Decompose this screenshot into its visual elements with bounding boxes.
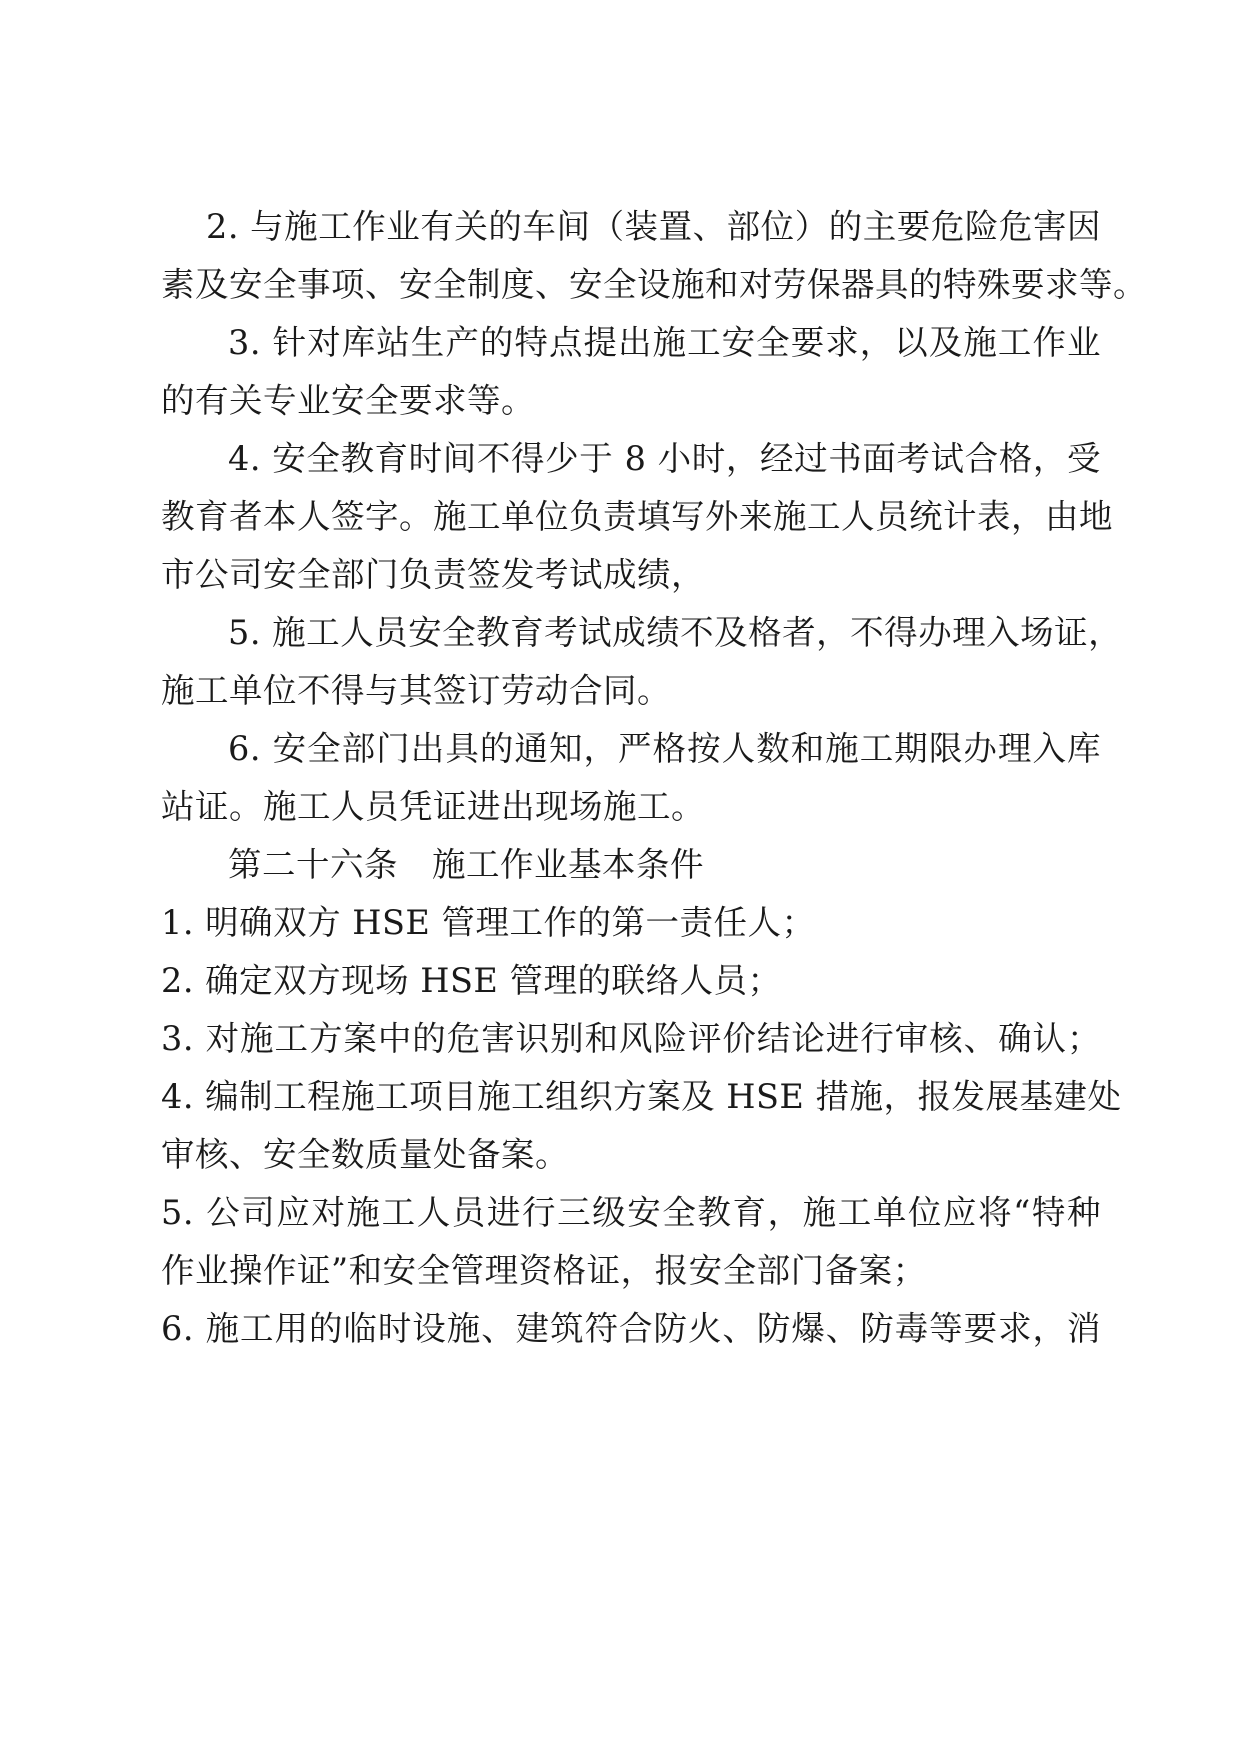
- text-line: 2. 与施工作业有关的车间（装置、部位）的主要危险危害因: [206, 207, 1101, 246]
- text-line: 6. 安全部门出具的通知，严格按人数和施工期限办理入库: [228, 729, 1101, 768]
- text-line: 的有关专业安全要求等。: [161, 381, 535, 420]
- text-line: 4. 安全教育时间不得少于 8 小时，经过书面考试合格，受: [228, 439, 1101, 478]
- text-line: 审核、安全数质量处备案。: [161, 1135, 569, 1174]
- text-line: 施工单位不得与其签订劳动合同。: [161, 671, 671, 710]
- text-line: 站证。施工人员凭证进出现场施工。: [161, 787, 705, 826]
- text-line: 3. 对施工方案中的危害识别和风险评价结论进行审核、确认；: [161, 1019, 1101, 1058]
- text-line: 教育者本人签字。施工单位负责填写外来施工人员统计表，由地: [161, 497, 1113, 536]
- section-heading: 第二十六条 施工作业基本条件: [228, 845, 704, 884]
- text-line: 6. 施工用的临时设施、建筑符合防火、防爆、防毒等要求，消: [161, 1309, 1101, 1348]
- text-line: 素及安全事项、安全制度、安全设施和对劳保器具的特殊要求等。: [161, 265, 1147, 304]
- text-line: 5. 施工人员安全教育考试成绩不及格者，不得办理入场证，: [228, 613, 1123, 652]
- text-line: 4. 编制工程施工项目施工组织方案及 HSE 措施，报发展基建处: [161, 1077, 1122, 1116]
- text-line: 5. 公司应对施工人员进行三级安全教育，施工单位应将“特种: [161, 1193, 1101, 1232]
- text-line: 1. 明确双方 HSE 管理工作的第一责任人；: [161, 903, 816, 942]
- text-line: 市公司安全部门负责签发考试成绩，: [161, 555, 705, 594]
- text-line: 3. 针对库站生产的特点提出施工安全要求，以及施工作业: [228, 323, 1101, 362]
- text-line: 2. 确定双方现场 HSE 管理的联络人员；: [161, 961, 782, 1000]
- text-line: 作业操作证”和安全管理资格证，报安全部门备案；: [161, 1251, 927, 1290]
